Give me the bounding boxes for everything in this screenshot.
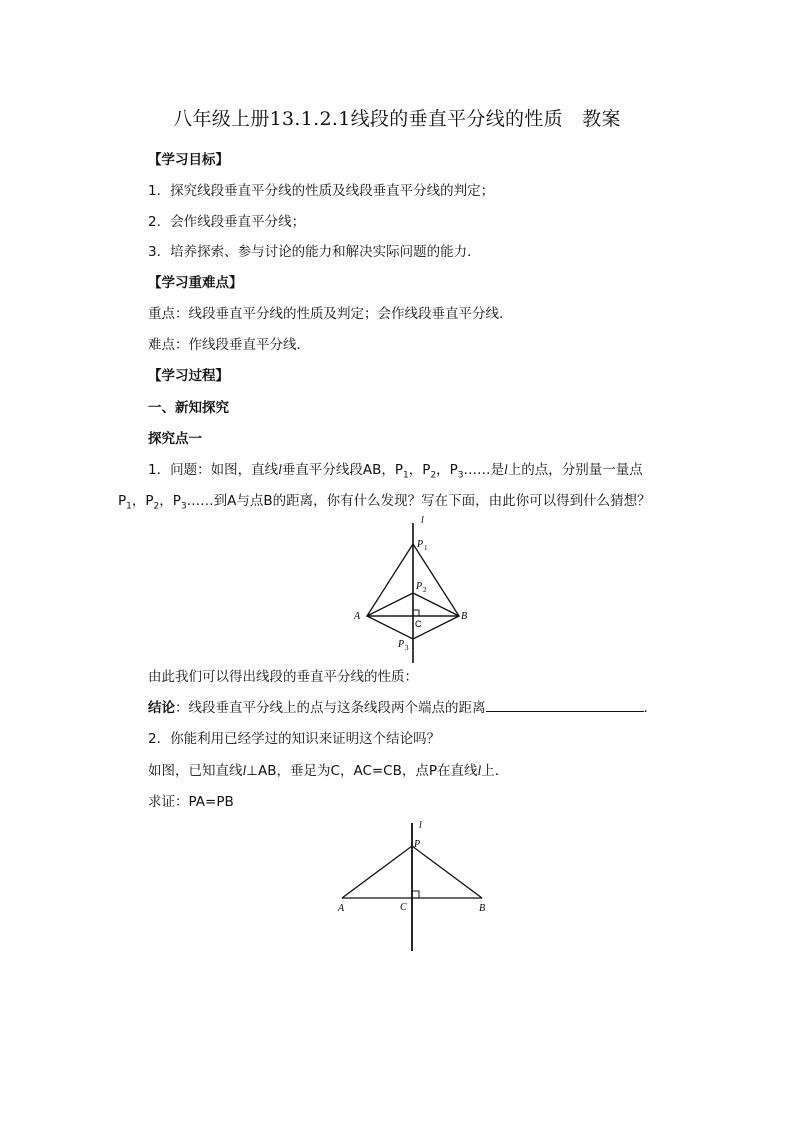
label-b: B	[461, 611, 468, 622]
exploration-heading: 探究点一	[148, 431, 202, 447]
label-p3-sub: 3	[405, 644, 409, 652]
figure-2-diagram	[330, 815, 500, 955]
keypoints-heading: 【学习重难点】	[148, 275, 243, 291]
q1-text-f: 上的点，分别量一量点	[507, 462, 643, 478]
q1-text-d: ，P	[436, 462, 458, 478]
label-a: A	[354, 611, 361, 622]
objectives-heading: 【学习目标】	[148, 152, 229, 168]
label-l: l	[419, 820, 422, 831]
label-c: C	[400, 902, 407, 913]
q1-line2-b: ，P	[131, 493, 154, 509]
label-b: B	[479, 903, 486, 914]
question-2: 2．你能利用已经学过的知识来证明这个结论吗？	[148, 731, 441, 747]
conclusion-label: 结论	[148, 700, 175, 716]
q1-text-b: 垂直平分线段AB，P	[281, 462, 403, 478]
keypoints-focus: 重点：线段垂直平分线的性质及判定；会作线段垂直平分线．	[148, 306, 513, 322]
given-text-c: 上．	[481, 763, 509, 779]
label-p: P	[414, 839, 421, 850]
line-l-symbol: l	[477, 763, 482, 778]
subscript: 1	[403, 470, 409, 481]
page-title: 八年级上册13.1.2.1线段的垂直平分线的性质 教案	[173, 108, 621, 130]
q1-text-c: ，P	[408, 462, 431, 478]
answer-blank[interactable]	[486, 699, 644, 712]
label-p2: P	[416, 581, 423, 592]
conclusion-text: ：线段垂直平分线上的点与这条线段两个端点的距离	[175, 700, 486, 716]
q1-line2-c: ，P	[159, 493, 181, 509]
derive-text: 由此我们可以得出线段的垂直平分线的性质：	[148, 669, 418, 685]
label-p1-sub: 1	[424, 544, 428, 552]
subscript: 2	[153, 501, 160, 512]
given-statement	[148, 759, 508, 779]
subscript: 1	[126, 501, 132, 512]
question-1-line-1	[148, 458, 643, 481]
prove-statement: 求证：PA=PB	[148, 794, 234, 810]
q1-text-a: 1．问题：如图，直线	[148, 462, 279, 478]
objective-item-2: 2．会作线段垂直平分线；	[148, 214, 306, 230]
label-a: A	[338, 903, 345, 914]
conclusion-end: ．	[643, 700, 657, 716]
q1-text-e: ……是	[463, 462, 505, 478]
right-angle-mark	[412, 891, 419, 898]
label-p3: P	[398, 639, 405, 650]
q1-line2-a: P	[118, 493, 127, 509]
process-heading: 【学习过程】	[148, 368, 229, 384]
line-l-symbol: l	[504, 462, 508, 477]
conclusion-line	[148, 696, 657, 716]
line-l-symbol: l	[242, 763, 247, 778]
subscript: 2	[430, 470, 437, 481]
objective-item-1: 1．探究线段垂直平分线的性质及线段垂直平分线的判定；	[148, 183, 495, 199]
q1-line2-d: ……到A与点B的距离，你有什么发现？写在下面，由此你可以得到什么猜想？	[186, 493, 651, 509]
objective-item-3: 3．培养探索、参与讨论的能力和解决实际问题的能力．	[148, 244, 481, 260]
label-c: C	[415, 619, 422, 629]
question-1-line-2	[118, 489, 651, 512]
given-text-b: ⊥AB，垂足为C，AC=CB，点P在直线	[246, 763, 478, 779]
subscript: 3	[457, 470, 464, 481]
figure-1-diagram	[345, 515, 485, 665]
keypoints-difficulty: 难点：作线段垂直平分线．	[148, 337, 310, 353]
subscript: 3	[180, 501, 187, 512]
right-angle-mark	[413, 610, 419, 616]
label-p1: P	[417, 539, 424, 550]
line-l-symbol: l	[278, 462, 282, 477]
label-l: l	[421, 515, 424, 526]
label-p2-sub: 2	[423, 586, 427, 594]
given-text-a: 如图，已知直线	[148, 763, 243, 779]
section-heading: 一、新知探究	[148, 400, 229, 416]
